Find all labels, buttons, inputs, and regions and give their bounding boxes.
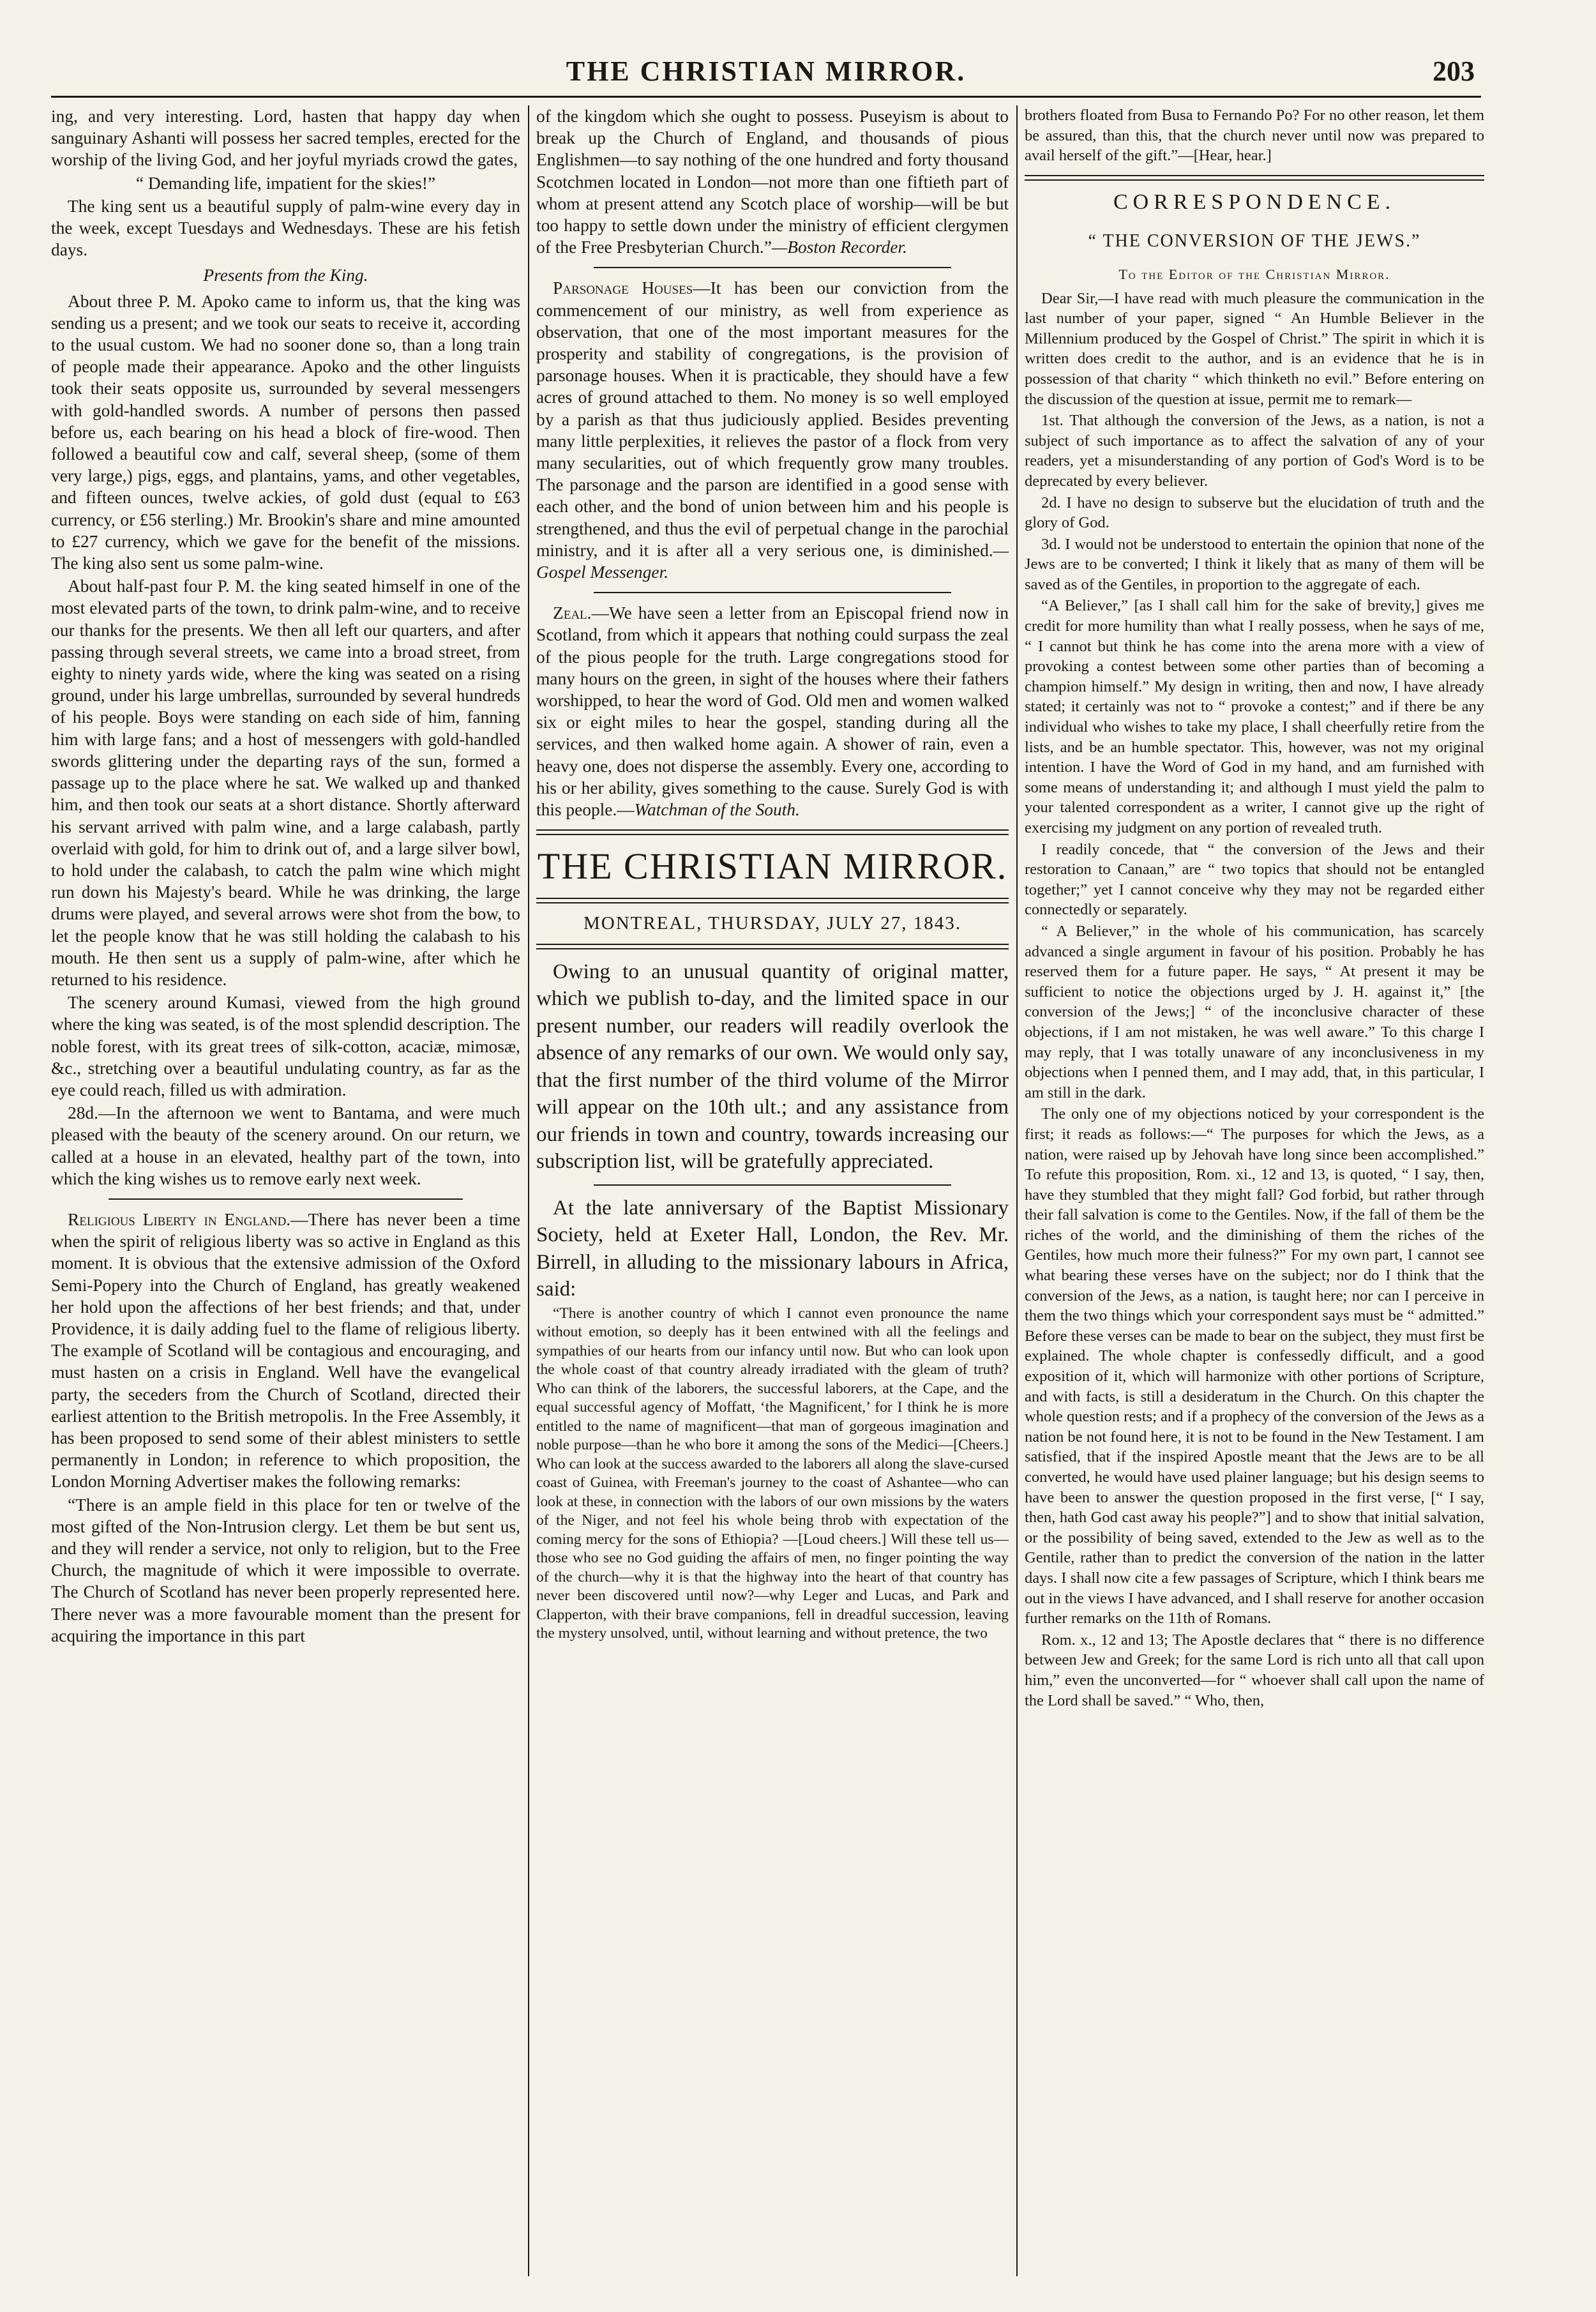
- header-rule: [51, 96, 1481, 98]
- column-2: [536, 105, 1009, 2276]
- editorial-note: Owing to an unusual quantity of original matter, which we publish to-day, and the limited space in our present number, our readers will readily overlook the absence of any remarks of our own. We would only say, that the first number of the third volume of the Mirror will appear on the 10th ult.; and any assistance from our friends in town and country, towards increasing our subscription list, will be gratefully appreciated.: [536, 960, 1009, 1173]
- separator-rule: [109, 1198, 463, 1200]
- article-paragraph: The king sent us a beautiful supply of palm-wine every day in the week, except Tuesdays and Wednesdays. These are his fetish days.: [51, 196, 520, 260]
- column-3: [1025, 105, 1484, 2276]
- letter-paragraph: The only one of my objections noticed by your correspondent is the first; it reads as follows:—“ The purposes for which the Jews, as a nation, were raised up by Jehovah have long since been accomplished.” To refute this proposition, Rom. xi., 12 and 13, is quoted, “ I say, then, have they stumbled that they might fall? God forbid, but rather through their fall salvation is come to the Gentiles. Now, if the fall of them be the riches of the world, and the diminishing of them the riches of the Gentiles, how much more their fulness?” For my own part, I cannot see what bearing these verses have on the subject; nor do I think that the conversion of the Jews, as a nation, is taught here; nor can I perceive in them the two things which your correspondent says must be “ admitted.” Before these verses can be made to bear on the subject, they must first be explained. The whole chapter is confessedly difficult, and a good exposition of it, which will harmonize with other portions of Scripture, and with facts, is still a desideratum in the Church. On this chapter the whole question rests; and if a prophecy of the conversion of the Jews as a nation be not found here, it is not to be found in the New Testament. I am satisfied, that if the inspired Apostle meant that the Jews are to be all converted, he would have used plainer language; but his design seems to have been to answer the question proposed in the first verse, [“ I say, then, hath God cast away his people?”] and to show that initial salvation, or the possibility of being saved, extended to the Jew as well as to the Gentile, rather than to predict the conversion of the nation in the latter days. I shall now cite a few passages of Scripture, which I think bears me out in the views I have advanced, and I shall reserve for another occasion further remarks on the 11th of Romans.: [1025, 1105, 1484, 1628]
- source-citation: —Boston Recorder.: [771, 238, 907, 257]
- column-divider-1: [528, 105, 529, 2276]
- letter-paragraph: 3d. I would not be understood to entertain the opinion that none of the Jews are to be converted; I think it likely that as many of them will be saved as of the Gentiles, in proportion to the aggregate of each.: [1025, 535, 1484, 593]
- article-lead: Parsonage Houses: [553, 278, 693, 298]
- speech-quote: “There is another country of which I cannot even pronounce the name without emotion, so deeply has it been entwined with all the feelings and sympathies of our hearts from our infancy until now. But who can look upon the whole coast of that country already irradiated with the gleam of truth? Who can think of the laborers, the successful laborers, at the Cape, and the equal successful agency of Moffatt, ‘the Magnificent,’ for I think he is more entitled to the name of magnificent—that man of gorgeous imagination and noble purpose—than he who bore it among the sons of the Medici—[Cheers.] Who can look at the success awarded to the laborers all along the slave-cursed coast of Guinea, with Freeman's journey to the coast of Ashantee—who can look at these, in connection with the labors of our own missions by the waters of the Niger, and not feel his whole being throb with expectation of the coming mercy for the sons of Ethiopia? —[Loud cheers.] Will these tell us—those who see no God guiding the affairs of men, no finger pointing the way of the church—why it is that the highway into the heart of that country has never been discovered until now?—why Leger and Lucas, and Park and Clapperton, with their brave companions, fell in dreadful succession, leaving the mystery unsolved, until, without learning and without pretence, the two: [536, 1304, 1009, 1642]
- masthead-title: THE CHRISTIAN MIRROR.: [537, 845, 1008, 888]
- article-paragraph: “There is an ample field in this place for ten or twelve of the most gifted of the Non-Intrusion clergy. Let them be but sent us, and they will render a service, not only to religion, but to the Free Church, the magnitude of which it were impossible to overrate. The Church of Scotland has never been properly represented here. There never was a more favourable moment than the present for acquiring the importance in this part: [51, 1495, 520, 1645]
- source-citation: Watchman of the South.: [634, 800, 800, 820]
- separator-rule: [594, 592, 951, 593]
- column-1: [51, 105, 520, 2276]
- running-title: THE CHRISTIAN MIRROR.: [566, 56, 967, 87]
- letter-paragraph: “ A Believer,” in the whole of his communication, has scarcely advanced a single argument in favour of his position. Probably he has reserved them for a future paper. He says, “ At present it may be sufficient to notice the objections urged by J. H. against it,” [the conversion of the Jews;] “ of the inconclusive character of these objections, if I am not mistaken, he was well aware.” To this charge I may reply, that I was totally unaware of any inconclusiveness in my objections when I penned them, and I may add, that, in this particular, I am still in the dark.: [1025, 922, 1484, 1101]
- article-paragraph: ing, and very interesting. Lord, hasten that happy day when sanguinary Ashanti will possess her sacred temples, erected for the worship of the living God, and her joyful myriads crowd the gates,: [51, 107, 520, 170]
- dateline: MONTREAL, THURSDAY, JULY 27, 1843.: [583, 913, 961, 934]
- article-paragraph: Zeal.—We have seen a letter from an Episcopal friend now in Scotland, from which it appears that nothing could surpass the zeal of the pious people for the truth. Large congregations stood for many hours on the green, in sight of the houses where their fathers worshipped, to hear the word of God. Old men and women walked six or eight miles to hear the gospel, standing during all the services, and then walked home again. A shower of rain, even a heavy one, does not disperse the assembly. Every one, according to his or her ability, gives something to the cause. Surely God is with this people.—Watchman of the South.: [536, 603, 1009, 820]
- source-citation: —Gospel Messenger.: [536, 540, 1009, 582]
- article-paragraph: About half-past four P. M. the king seated himself in one of the most elevated parts of the town, to drink palm-wine, and to receive our thanks for the presents. We then all left our quarters, and after passing through several streets, we came into a broad street, from eighty to ninety yards wide, where the king was seated on a rising ground, under his large umbrellas, surrounded by several hundreds of his people. Boys were standing on each side of him, fanning him with large fans; and a host of messengers with gold-handled swords glittering under the departing rays of the sun, formed a passage up to the place where he sat. We walked up and thanked him, and then took our seats at a short distance. Shortly afterward his servant arrived with palm wine, and a large calabash, partly overlaid with gold, for him to drink out of, and a large silver bowl, to hold under the calabash, to catch the palm wine which might run down his Majesty's beard. While he was drinking, the large drums were played, and several arrows were shot from the bow, to let the people know that he was still holding the calabash to his mouth. He then sent us a supply of palm-wine, after which he returned to his residence.: [51, 577, 520, 989]
- verse-quote: “ Demanding life, impatient for the skies!”: [135, 173, 436, 193]
- article-paragraph: 28d.—In the afternoon we went to Bantama, and were much pleased with the beauty of the scenery around. On our return, we called at a house in an elevated, healthy part of the town, into which the king wishes us to remove early next week.: [51, 1103, 520, 1188]
- letter-salutation: To the Editor of the Christian Mirror.: [1118, 266, 1390, 282]
- letter-paragraph: 2d. I have no design to subserve but the elucidation of truth and the glory of God.: [1025, 494, 1484, 532]
- separator-rule: [594, 267, 951, 268]
- article-paragraph: The scenery around Kumasi, viewed from the high ground where the king was seated, is of the most splendid description. The noble forest, with its great trees of silk-cotton, acaciæ, mimosæ, &c., stretching over a beautiful undulating country, as far as the eye could reach, filled us with admiration.: [51, 993, 520, 1099]
- page-number: 203: [1433, 56, 1475, 87]
- letter-paragraph: 1st. That although the conversion of the Jews, as a nation, is not a subject of such importance as to affect the salvation of any of your readers, yet a misunderstanding of any portion of God's Word is to be deprecated by every believer.: [1025, 412, 1484, 490]
- letter-paragraph: “A Believer,” [as I shall call him for the sake of brevity,] gives me credit for more humility than what I really possess, when he says of me, “ I cannot but think he has come into the arena more with a view of provoking a contest between some other parties than of becoming a champion himself.” My design in writing, then and now, I have already stated; it certainly was not to “ provoke a contest;” and if there be any individual who wishes to take my place, I shall cheerfully retire from the lists, and be an humble spectator. This, however, was not my original intention. I have the Word of God in my hand, and am furnished with some means of understanding it; and although I must yield the palm to your talented correspondent as a writer, I cannot give up the right of exercising my judgment on any portion of revealed truth.: [1025, 597, 1484, 836]
- masthead-rule-middle: [536, 898, 1009, 903]
- article-paragraph: of the kingdom which she ought to possess. Puseyism is about to break up the Church of England, and thousands of pious Englishmen—to say nothing of the one hundred and forty thousand Scotchmen located in London—not more than one fiftieth part of whom at present attend any Scotch place of worship—will be but too happy to settle down under the ministry of efficient clergymen of the Free Presbyterian Church.”—Boston Recorder.: [536, 107, 1009, 257]
- letter-paragraph: Rom. x., 12 and 13; The Apostle declares that “ there is no difference between Jew and Greek; for the same Lord is rich unto all that call upon him,” even the unconverted—for “ whoever shall call upon the name of the Lord shall be saved.” “ Who, then,: [1025, 1631, 1484, 1709]
- masthead-rule-bottom: [536, 944, 1009, 949]
- letter-paragraph: I readily concede, that “ the conversion of the Jews and their restoration to Canaan,” are “ two topics that should not be entangled together;” yet I cannot conceive why they may not be regarded either connectedly or separately.: [1025, 840, 1484, 919]
- article-paragraph: About three P. M. Apoko came to inform us, that the king was sending us a present; and we took our seats to receive it, according to the usual custom. We had no sooner done so, than a long train of people made their appearance. Apoko and the other linguists took their seats opposite us, surrounded by several messengers with gold-handled swords. A number of persons then passed before us, each bearing on his head a block of fire-wood. Then followed a beautiful cow and calf, several sheep, (some of them very large,) pigs, eggs, and plantains, yams, and other vegetables, and fifteen ounces, twelve ackies, of gold dust (equal to £63 currency, or £56 sterling.) Mr. Brookin's share and mine amounted to £27 currency, which we gave for the benefit of the missions. The king also sent us some palm-wine.: [51, 291, 520, 573]
- article-paragraph: brothers floated from Busa to Fernando Po? For no other reason, let them be assured, than this, that the church never until now was prepared to avail herself of the gift.”—[Hear, hear.]: [1025, 107, 1484, 165]
- article-paragraph: At the late anniversary of the Baptist Missionary Society, held at Exeter Hall, London, the Rev. Mr. Birrell, in alluding to the missionary labours in Africa, said:: [536, 1196, 1009, 1301]
- article-lead: Zeal.: [553, 603, 592, 623]
- correspondence-rule: [1025, 175, 1484, 181]
- section-subheading: Presents from the King.: [203, 266, 368, 285]
- article-lead: Religious Liberty in England.: [68, 1209, 291, 1229]
- column-divider-2: [1016, 105, 1018, 2276]
- page-header: [57, 55, 1475, 100]
- correspondence-heading: CORRESPONDENCE.: [1113, 190, 1396, 214]
- letter-title: “ THE CONVERSION OF THE JEWS.”: [1088, 231, 1421, 252]
- article-paragraph: Parsonage Houses—It has been our conviction from the commencement of our ministry, as well from experience as observation, that one of the most important measures for the prosperity and stability of congregations, is the provision of parsonage houses. When it is practicable, they should have a few acres of ground attached to them. No money is so well employed by a parish as that thus judiciously applied. Besides preventing many little perplexities, it relieves the pastor of a flock from very many secularities, out of which frequently grow many troubles. The parsonage and the parson are identified in a good sense with each other, and the bond of union between him and his people is strengthened, and thus the evil of perpetual change in the parochial ministry, and it is after all a very serious one, is diminished.—Gospel Messenger.: [536, 278, 1009, 582]
- separator-rule: [594, 1184, 951, 1186]
- letter-paragraph: Dear Sir,—I have read with much pleasure the communication in the last number of your paper, signed “ An Humble Believer in the Millennium produced by the Gospel of Christ.” The spirit in which it is written does credit to the author, and is an evidence that he is in possession of that charity “ which thinketh no evil.” Before entering on the discussion of the question at issue, permit me to remark—: [1025, 289, 1484, 408]
- article-paragraph: Religious Liberty in England.—There has never been a time when the spirit of religious liberty was so active in England as this moment. It is obvious that the extensive admission of the Oxford Semi-Popery into the Church of England, has greatly weakened her hold upon the affections of her best friends; and that, under Providence, it is daily adding fuel to the flame of religious liberty. The example of Scotland will be contagious and encouraging, and must hasten on a crisis in England. Well have the evangelical party, the seceders from the Church of Scotland, directed their earliest attention to the British metropolis. In the Free Assembly, it has been proposed to send some of their ablest ministers to settle permanently in London; in reference to which proposition, the London Morning Advertiser makes the following remarks:: [51, 1209, 520, 1492]
- masthead-rule-top: [536, 829, 1009, 835]
